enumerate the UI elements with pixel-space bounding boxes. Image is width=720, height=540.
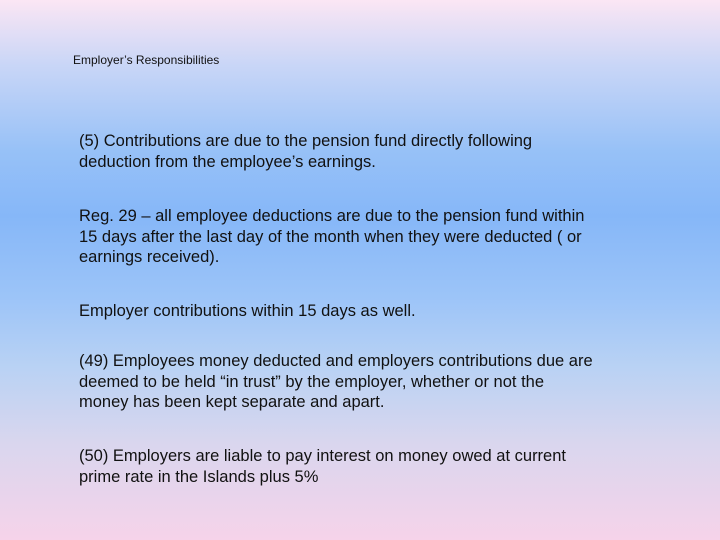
paragraph-line: Employer contributions within 15 days as well. <box>79 302 416 320</box>
paragraph-line: 15 days after the last day of the month when they were deducted ( or <box>79 227 582 246</box>
paragraph-line: earnings received). <box>79 248 220 266</box>
paragraph-line: deduction from the employee’s earnings. <box>79 152 376 171</box>
paragraph-line: (49) Employees money deducted and employers contributions due are <box>79 352 593 370</box>
paragraph-employer-contributions <box>79 301 679 322</box>
slide-title: Employer’s Responsibilities <box>73 53 220 67</box>
paragraph-line: deemed to be held “in trust” by the employer, whether or not the <box>79 372 545 391</box>
paragraph-line: (50) Employers are liable to pay interest on money owed at current <box>79 447 566 465</box>
paragraph-contributions-due <box>79 131 679 172</box>
paragraph-line: prime rate in the Islands plus 5% <box>79 467 319 486</box>
paragraph-interest-liability <box>79 446 679 487</box>
paragraph-held-in-trust <box>79 351 679 413</box>
paragraph-line: money has been kept separate and apart. <box>79 393 385 411</box>
paragraph-line: Reg. 29 – all employee deductions are due to the pension fund within <box>79 207 585 225</box>
paragraph-line: (5) Contributions are due to the pension fund directly following <box>79 132 533 150</box>
paragraph-reg-29 <box>79 206 679 268</box>
